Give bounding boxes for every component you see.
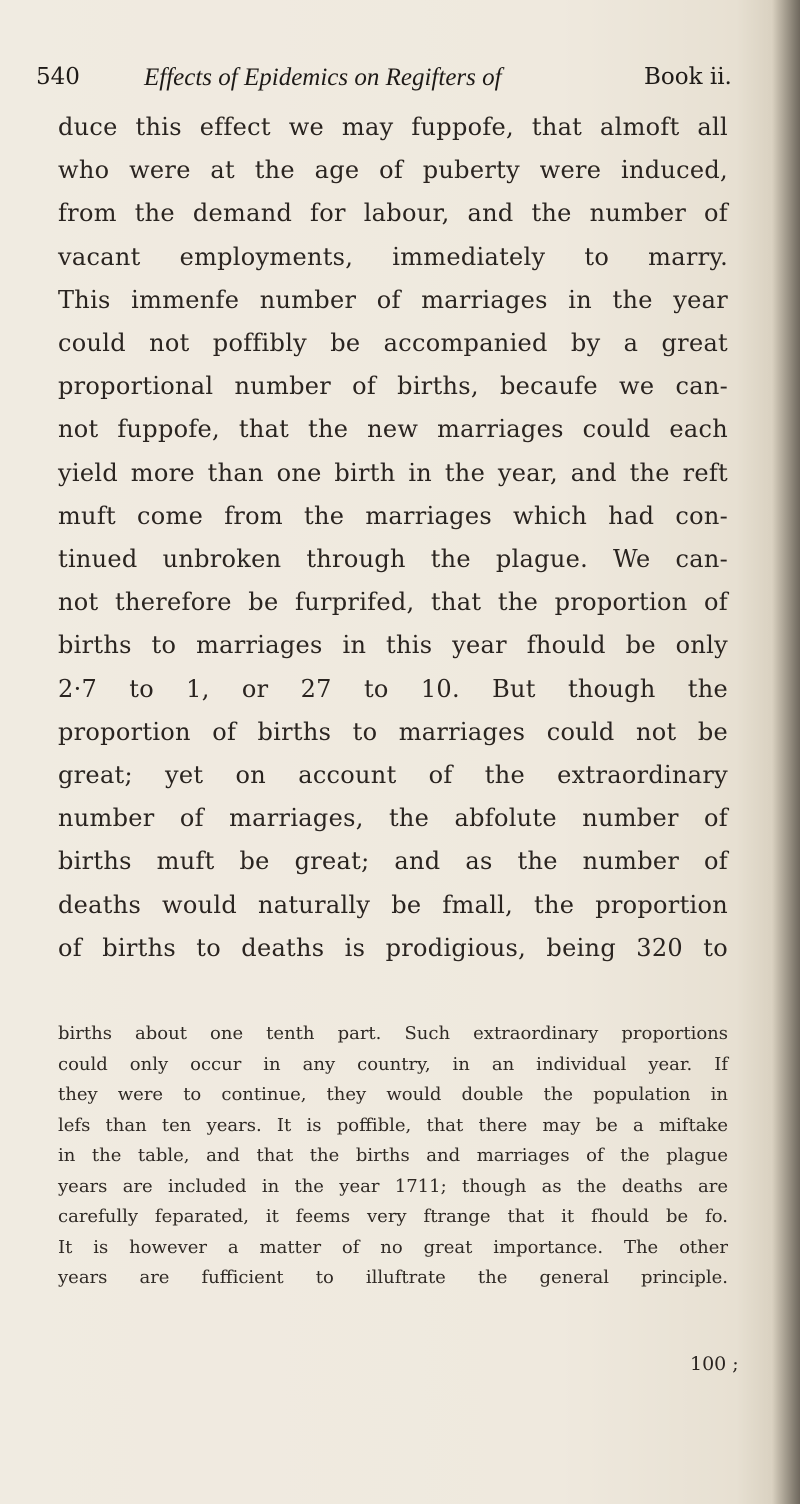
text-line: proportion of births to marriages could not be [58, 717, 728, 746]
text-line: tinued unbroken through the plague. We can- [58, 545, 728, 574]
main-text [58, 106, 728, 970]
footnote-line: years are fufficient to illuftrate the general principle. [58, 1267, 728, 1288]
footnote-line: years are included in the year 1711; though as the deaths are [58, 1175, 728, 1197]
text-line: who were at the age of puberty were induced, [58, 156, 728, 185]
footnote-line: It is however a matter of no great importance. The other [58, 1236, 728, 1258]
text-line: This immenfe number of marriages in the year [58, 285, 728, 314]
footnote-line: they were to continue, they would double the population in [58, 1084, 728, 1105]
text-line: births muft be great; and as the number of [58, 847, 728, 876]
text-line: proportional number of births, becaufe we can- [58, 372, 728, 401]
text-line: not fuppofe, that the new marriages could each [58, 415, 728, 444]
text-line: vacant employments, immediately to marry. [58, 242, 728, 271]
text-line: births to marriages in this year fhould be only [58, 631, 728, 660]
running-head [36, 64, 768, 108]
text-line: number of marriages, the abfolute number of [58, 804, 728, 833]
text-line: yield more than one birth in the year, and the reft [58, 458, 728, 487]
text-line: great; yet on account of the extraordinary [58, 761, 728, 790]
page-binding-edge [772, 0, 800, 1504]
text-line: from the demand for labour, and the number of [58, 199, 728, 228]
running-head-title: Effects of Epidemics on Regifters of [144, 64, 502, 91]
footnote-line: carefully feparated, it feems very ftrange that it fhould be fo. [58, 1206, 728, 1227]
text-line: muft come from the marriages which had con- [58, 501, 728, 530]
footnote-line: births about one tenth part. Such extraordinary proportions [58, 1023, 728, 1044]
text-line: could not poffibly be accompanied by a great [58, 329, 728, 358]
catchword: 100 ; [690, 1353, 739, 1375]
text-line: duce this effect we may fuppofe, that almoft all [58, 113, 728, 141]
page-number: 540 [36, 64, 80, 90]
text-line: not therefore be furprifed, that the proportion of [58, 588, 728, 617]
footnote [58, 1019, 728, 1294]
footnote-line: could only occur in any country, in an individual year. If [58, 1053, 728, 1075]
text-line: deaths would naturally be fmall, the proportion [58, 890, 728, 919]
text-line: of births to deaths is prodigious, being 320 to [58, 933, 728, 962]
footnote-line: lefs than ten years. It is poffible, that there may be a miftake [58, 1114, 728, 1136]
book-reference: Book ii. [644, 64, 732, 90]
footnote-line: in the table, and that the births and marriages of the plague [58, 1145, 728, 1166]
text-line: 2·7 to 1, or 27 to 10. But though the [58, 674, 728, 703]
